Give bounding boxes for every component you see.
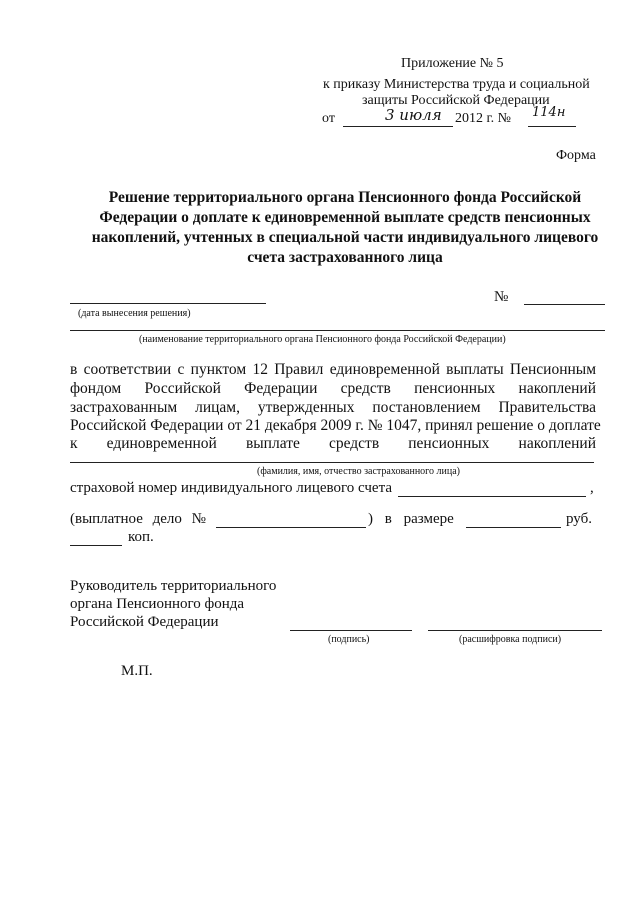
amount-label: ) в размере [368, 511, 454, 527]
body-line-2: фондом Российской Федерации средств пенсионных накоплений [70, 380, 596, 397]
signature-caption: (подпись) [328, 634, 370, 645]
title-line-3: накоплений, учтенных в специальной части индивидуального лицевого [91, 229, 599, 246]
amount-kop-field [70, 545, 122, 546]
order-line-2: защиты Российской Федерации [362, 93, 550, 108]
decision-date-caption: (дата вынесения решения) [78, 308, 191, 319]
snils-label: страховой номер индивидуального лицевого счета [70, 480, 392, 496]
payment-case-label: (выплатное дело № [70, 511, 206, 527]
title-line-4: счета застрахованного лица [247, 249, 443, 266]
body-line-5: к единовременной выплате средств пенсионных накоплений [70, 435, 596, 452]
kop-label: коп. [128, 529, 154, 545]
amount-rub-field [466, 527, 561, 528]
body-line-4: Российской Федерации от 21 декабря 2009 г. № 1047, принял решение о доплате [70, 417, 601, 434]
date-underline [343, 126, 453, 127]
signature-line-2: органа Пенсионного фонда [70, 596, 245, 612]
fio-caption: (фамилия, имя, отчество застрахованного лица) [257, 466, 460, 477]
decision-date-field [70, 303, 266, 304]
title-line-1: Решение территориального органа Пенсионного фонда Российской [108, 189, 582, 206]
stamp-place-label: М.П. [121, 663, 153, 679]
signature-field [290, 630, 412, 631]
signature-line-3: Российской Федерации [70, 614, 219, 630]
signature-decoding-field [428, 630, 602, 631]
snils-comma: , [590, 480, 594, 496]
payment-case-field [216, 527, 366, 528]
body-line-3: застрахованным лицам, утвержденных постановлением Правительства [70, 399, 596, 416]
from-label: от [322, 111, 335, 126]
snils-field [398, 496, 586, 497]
body-line-1: в соответствии с пунктом 12 Правил единовременной выплаты Пенсионным [70, 361, 596, 378]
rub-label: руб. [566, 511, 592, 527]
handwritten-date: 3 июля [385, 106, 442, 124]
signature-decoding-caption: (расшифровка подписи) [459, 634, 562, 645]
order-line-1: к приказу Министерства труда и социальной [323, 77, 590, 92]
title-line-2: Федерации о доплате к единовременной выплате средств пенсионных [99, 209, 591, 226]
appendix-label: Приложение № 5 [401, 56, 504, 71]
form-label: Форма [556, 148, 596, 163]
handwritten-number: 114н [532, 105, 566, 120]
order-number-underline [528, 126, 576, 127]
fio-field [70, 462, 594, 463]
decision-number-field [524, 304, 605, 305]
org-name-field [70, 330, 605, 331]
org-name-caption: (наименование территориального органа Пенсионного фонда Российской Федерации) [139, 334, 506, 345]
year-number-label: 2012 г. № [455, 111, 512, 126]
decision-number-label: № [494, 289, 509, 305]
signature-line-1: Руководитель территориального [70, 578, 277, 594]
